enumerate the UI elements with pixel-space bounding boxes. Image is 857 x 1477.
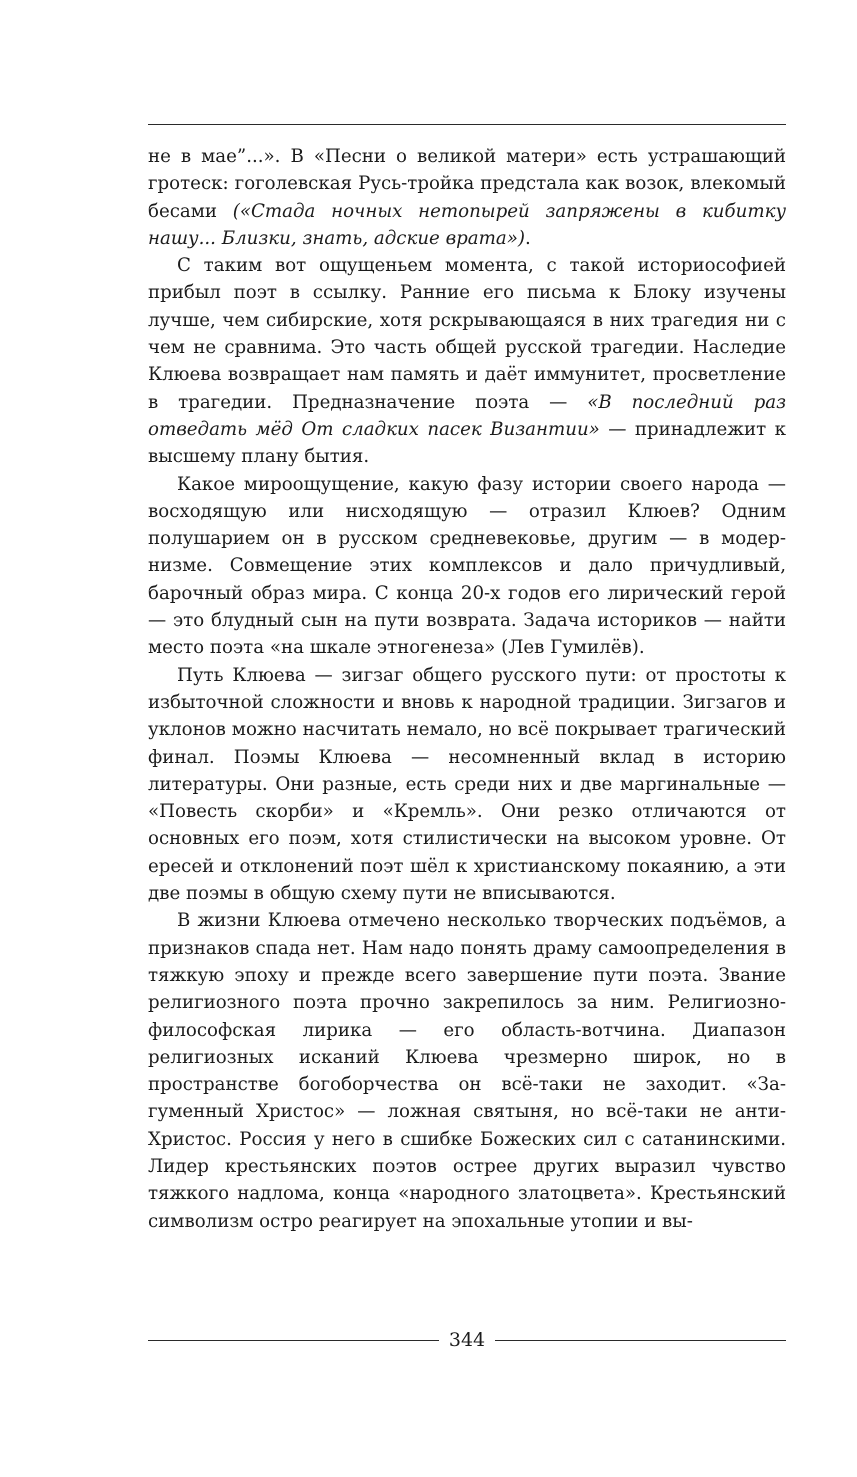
text-run: Какое мироощущение, какую фазу истории своего народа — восходящую или нисходящую — отразил Клюев? Одним полушарием он в русском средневековье, другим — в модернизме. Совмещение этих комплексов и дало причудливый, барочный образ мира. С конца 20-х годов его лирический герой — это блудный сын на пути возврата. Задача историков — найти место поэта «на шкале этногенеза» (Лев Гумилёв). bbox=[148, 473, 786, 659]
quotation-italic: «В последний раз отведать мёд От сладких пасек Византии» bbox=[148, 391, 787, 440]
text-run: — принадлежит к высшему плану бытия. bbox=[148, 418, 786, 468]
page-number: 344 bbox=[448, 1329, 486, 1351]
paragraph bbox=[148, 252, 786, 470]
text-run: С таким вот ощущеньем момента, с такой историософией прибыл поэт в ссылку. Ранние его письма к Блоку изучены лучше, чем сибирские, хотя рскрывающаяся в них трагедия ни с чем не сравнима. Это часть общей русской трагедии. Наследие Клюева возвращает нам память и даёт иммунитет, просветление в трагедии. Предназначение поэта — bbox=[148, 255, 786, 413]
text-run: не в мае”...». В «Песни о великой матери» есть устрашающий гротеск: гоголевская Русь-тройка предстала как возок, влекомый бесами bbox=[148, 146, 786, 222]
paragraph bbox=[148, 143, 786, 252]
paragraph bbox=[148, 471, 786, 662]
paragraph bbox=[148, 907, 786, 1235]
text-run: В жизни Клюева отмечено несколько творческих подъёмов, а признаков спада нет. Нам надо понять драму самоопределения в тяжкую эпоху и прежде всего завершение пути поэта. Звание религиозного поэта прочно закрепилось за ним. Религиозно-философская лирика — его область-вотчина. Диапазон религиозных исканий Клюева чрезмерно широк, но в пространстве богоборчества он всё-таки не заходит. «Загуменный Христос» — ложная святыня, но всё-таки не антиХристос. Россия у него в сшибке Божеских сил с сатанинскими. Лидер крестьянских поэтов острее других выразил чувство тяжкого надлома, конца «народного златоцвета». Крестьянский символизм остро реагирует на эпохальные утопии и вы- bbox=[148, 910, 786, 1232]
page-footer bbox=[148, 1325, 786, 1355]
footer-rule-right bbox=[495, 1340, 786, 1341]
footer-rule-left bbox=[148, 1340, 439, 1341]
text-run: Путь Клюева — зигзаг общего русского пути: от простоты к избыточной сложности и вновь к народной традиции. Зигзагов и уклонов можно насчитать немало, но всё покрывает трагический финал. Поэмы Клюева — несомненный вклад в историю литературы. Они разные, есть среди них и две маргинальные — «Повесть скорби» и «Кремль». Они резко отличаются от основных его поэм, хотя стилистически на высоком уровне. От ересей и отклонений поэт шёл к христианскому покаянию, а эти две поэмы в общую схему пути не вписываются. bbox=[148, 664, 786, 905]
paragraph bbox=[148, 662, 786, 908]
text-run: . bbox=[524, 227, 531, 249]
quotation-italic: («Стада ночных нетопырей запряжены в кибитку нашу... Близки, знать, адские врата») bbox=[148, 200, 786, 249]
header-rule bbox=[148, 124, 786, 125]
body-text bbox=[148, 143, 786, 1235]
